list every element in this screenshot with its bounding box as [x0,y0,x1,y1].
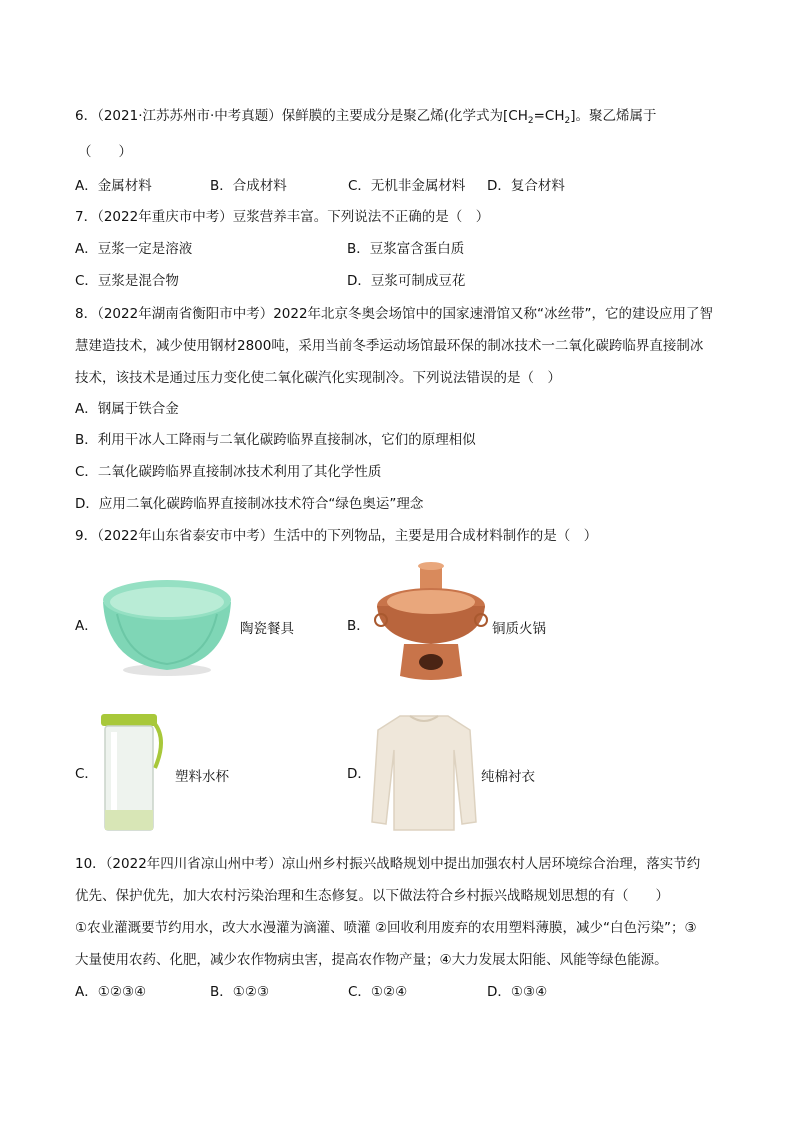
q8-stem-line-1: 8．（2022年湖南省衡阳市中考）2022年北京冬奥会场馆中的国家速滑馆又称“冰丝带”，它的建设应用了智 [75,306,714,322]
q9-caption-d: 纯棉衬衣 [481,769,535,785]
q10-stem-line-4: 大量使用农药、化肥，减少农作物病虫害，提高农作物产量；④大力发展太阳能、风能等绿色能源。 [75,952,668,968]
q8-option-a: A．钢属于铁合金 [75,401,179,417]
ceramic-bowl-image [97,574,237,680]
q9-option-b-letter: B． [347,618,370,634]
q7-option-b: B．豆浆富含蛋白质 [347,241,465,257]
q6-option-c: C．无机非金属材料 [348,178,466,194]
plastic-cup-image [97,710,169,834]
q8-stem-line-3: 技术，该技术是通过压力变化使二氧化碳汽化实现制冷。下列说法错误的是（ ） [75,370,561,386]
q6-option-b: B．合成材料 [210,178,287,194]
q10-option-c: C．①②④ [348,984,408,1000]
q10-option-d: D．①③④ [487,984,548,1000]
q10-option-b: B．①②③ [210,984,270,1000]
copper-hotpot-image [372,560,490,686]
q10-stem-line-1: 10．（2022年四川省凉山州中考）凉山州乡村振兴战略规划中提出加强农村人居环境综合治理，落实节约 [75,856,701,872]
q8-option-b: B．利用干冰人工降雨与二氧化碳跨临界直接制冰，它们的原理相似 [75,432,476,448]
q9-option-d-letter: D． [347,766,371,782]
q6-option-a: A．金属材料 [75,178,152,194]
q10-stem-line-2: 优先、保护优先，加大农村污染治理和生态修复。以下做法符合乡村振兴战略规划思想的有（ ） [75,888,669,904]
q9-option-a-letter: A． [75,618,98,634]
q9-caption-b: 铜质火锅 [492,621,546,637]
q9-option-c-letter: C． [75,766,98,782]
q7-option-a: A．豆浆一定是溶液 [75,241,193,257]
q6-option-d: D．复合材料 [487,178,565,194]
q7-stem: 7．（2022年重庆市中考）豆浆营养丰富。下列说法不正确的是（ ） [75,209,490,225]
q7-option-c: C．豆浆是混合物 [75,273,179,289]
q8-option-d: D．应用二氧化碳跨临界直接制冰技术符合“绿色奥运”理念 [75,496,424,512]
q8-stem-line-2: 慧建造技术，减少使用钢材2800吨，采用当前冬季运动场馆最环保的制冰技术一二氧化碳跨临界直接制冰 [75,338,704,354]
q10-option-a: A．①②③④ [75,984,147,1000]
q7-option-d: D．豆浆可制成豆花 [347,273,466,289]
q8-option-c: C．二氧化碳跨临界直接制冰技术利用了其化学性质 [75,464,382,480]
cotton-shirt-image [370,710,478,834]
q9-stem: 9．（2022年山东省泰安市中考）生活中的下列物品，主要是用合成材料制作的是（ ） [75,528,598,544]
q10-stem-line-3: ①农业灌溉要节约用水，改大水漫灌为滴灌、喷灌 ②回收利用废弃的农用塑料薄膜，减少“白色污染”；③ [75,920,697,936]
q9-caption-c: 塑料水杯 [175,769,229,785]
q6-stem: 6．（2021·江苏苏州市·中考真题）保鲜膜的主要成分是聚乙烯(化学式为$[CH_2=CH_2]$。聚乙烯属于 [75,108,657,126]
q9-caption-a: 陶瓷餐具 [240,621,294,637]
q6-blank: （ ） [78,144,132,160]
